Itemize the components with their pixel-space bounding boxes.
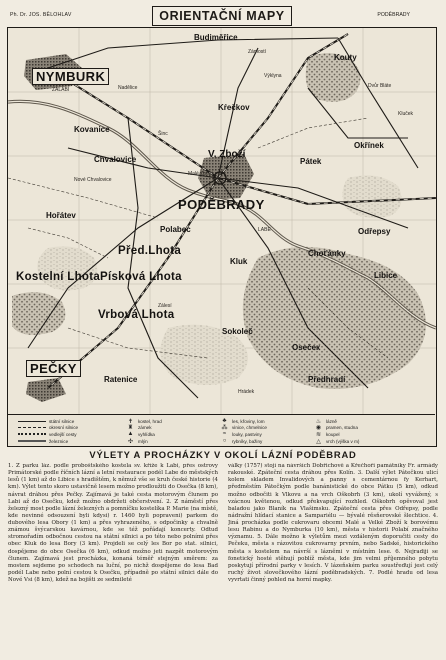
orientation-map [7, 27, 437, 447]
article-column-right: války (1757) stojí na návrších Dobřichově a Křečhoři památníky Fr. armády rakouské. Zpáteční cesta dráhou přes Kolín. 3. Další výlet Pátečkou ulicí kolem skladem Invalidových a panny s cementárnou fy Kerhart, předměstím Pátečkým podle banánistické do obce Pátku (5 km), odkud možno odbočiti k Vlkovu a na vrch Oškobrh (3 km), ukolí vyvážený, s vzácnou květenou, odkud překvapující rozhled. Oškobrh opěvoval jest baladou jako Blaník na Vlašimsku. Zpáteční cesta přes Odřepsy, podle nádražní hlídací stanice a Sampariélu — bývalé rěsňerovské šlechtice. 4. Jiná procházka podle cukrovaru obcemi Malé a Velké Zboží k borovému lesu Rabinu a do Nymburka (10 km), města v historii Polabí značného významu. 5. Dále možno k výletům mezi vzdáleným doporučiti cesty do Pečeku, města s rázovitou cukrovarny prvním, nebo Sadské, historického města s kostelem na návrší s lázněmi v místním lese. 6. Nejradiji se fonetický hosté stěhují poblíž města, kde jim velmi příjemného pobytu poskytují přírodní parky v lesích. V lázeňském parku soustřeďují jest celý ruchý život slovečkového lázní poděbradských. 7. Podlé hradu od lesa vyvrtati činný pohled na horní mapky. [228, 463, 438, 583]
legend-item: železnice [49, 438, 69, 444]
legend-item: vyhlídka [138, 431, 155, 437]
place-zalesi: Zálesí [158, 303, 172, 309]
vineyard-icon: ⁂ [221, 425, 228, 432]
place-sokolec: Sokoleč [222, 327, 253, 336]
castle-icon: ♜ [127, 425, 134, 432]
place-zamosti: Zámostí [248, 49, 267, 55]
legend-column-4 [314, 418, 359, 444]
article-body [6, 463, 440, 655]
place-kostelni-lhota: Kostelní Lhota [16, 271, 101, 283]
forest-icon: ♣ [222, 418, 227, 425]
legend-item: rybníky, bažiny [232, 438, 263, 444]
place-dvur-blate: Dvůr Bláte [368, 83, 392, 89]
place-vyklyna: Výklyna [264, 73, 282, 79]
legend-item: koupel [326, 431, 340, 437]
place-odrepsy: Odřepsy [358, 227, 391, 236]
viewpoint-icon: ▲ [127, 431, 134, 438]
place-horatev: Hořátev [46, 211, 76, 220]
place-ratenice: Ratenice [104, 375, 138, 384]
place-labe: LABE [258, 227, 271, 233]
article-column-left: 1. Z parku láz. podle proboštského kostela sv. kříže k Labi, přes ostrovy Primátorské podle říčních lázní a letní restaurace podél Labe do městských lesů (1 km) až do Libice s hradištěm, k němuž vše se kruh české historie (4 km). Výlet tento skoro ustavičně lesem možno prodloužiti do Osečka (8 km), návrat dráhou přes Pečky. Zajímavá je také cesta motorovým člunem po Labi až do Osečku, kdež možno obdržeti občerstvení. 2. Z náměstí přes železný most podle lázní železných a pomníčku kostelíka P. Marie (na místě, kde nevinné odsouzení byli kdysi) r. 1460 byli popraveni) parkem do dubového lesa Obory (1 km) a přes vyhrazeného, s odpočinky a chvalně známou švýcarskou kavárnou, kde se též pořádají koncerty. Odtud stromořadím odbočnou cestou na státní silnici a po této nebo polními přes obec Kluk do lesa Bory (3 km). Projdeli se celý les Bor po stat. silnici, dospějeme do obce Osečka (6 km), odkud možno jeti nazpět motorovým člunem. Zajímavá jest procházka, konaná téměř stejným směrem: za mostem sejdeme po schodech na luční, po nichž dospějeme do lesa Bad podél Labe nebo polní cestou k Osečku, případně po státní silnici dále do Nové Vsi (8 km), kdež na bojišti ze sedmileté [8, 463, 218, 583]
legend-item: okresní silnice [49, 425, 79, 431]
author-name: Ph. Dr. JOS. BĚLOHLAV [10, 12, 72, 18]
place-chvalovice: Chvalovice [94, 155, 137, 164]
place-kouty: Kouty [334, 53, 357, 62]
place-sinc: Šinc [158, 131, 168, 137]
place-budimerice: Budiměřice [194, 33, 238, 42]
map-title: ORIENTAČNÍ MAPY [152, 6, 292, 26]
article-title: VÝLETY A PROCHÁZKY V OKOLÍ LÁZNÍ PODĚBRAD [89, 449, 357, 460]
place-nymburk: NYMBURK [32, 68, 109, 85]
pond-icon: ○ [222, 438, 227, 445]
legend-item: vedlejší cesty [49, 431, 77, 437]
place-pred-lhota: Před.Lhota [118, 245, 182, 257]
place-hradek: Hrádek [238, 389, 255, 395]
legend-item: vrch (výška v m) [326, 438, 360, 444]
place-chotanky: Choťánky [308, 249, 346, 258]
place-pecky: PEČKY [26, 360, 81, 377]
legend-item: kostel, hrad [138, 418, 162, 424]
legend-item: státní silnice [49, 418, 75, 424]
page [6, 5, 440, 655]
legend-column-3 [220, 418, 267, 444]
meadow-icon: ≈ [222, 431, 227, 438]
place-kluk: Kluk [230, 257, 248, 266]
legend-item: mlýn [138, 438, 148, 444]
map-place-name: PODĚBRADY [377, 12, 410, 18]
place-polabec: Polabec [160, 225, 191, 234]
place-libice: Libice [374, 271, 398, 280]
place-kreckov: Kŕečkov [218, 103, 250, 112]
place-vrbova-lhota: Vrbová Lhota [98, 309, 175, 321]
legend-item: lázně [326, 418, 337, 424]
place-piskova-lhota: Písková Lhota [100, 271, 182, 283]
spa-icon: ♨ [315, 418, 322, 425]
bath-icon: ≋ [315, 431, 322, 438]
place-klucek: Kluček [398, 111, 414, 117]
legend-item: vinice, chmelnice [232, 425, 267, 431]
legend-item: les, křoviny, lom [232, 418, 265, 424]
legend-column-2 [126, 418, 162, 444]
map-header [6, 5, 440, 29]
spring-icon: ◉ [315, 425, 322, 432]
legend-item: pramen, studna [326, 425, 358, 431]
place-podebrady: PODĚBRADY [178, 197, 265, 212]
legend-item: louky, pastviny [232, 431, 262, 437]
place-kovanice: Kovanice [74, 125, 110, 134]
place-predhradi: Předhradí [308, 375, 346, 384]
place-nadelice: Nadělice [118, 85, 138, 91]
church-icon: ✝ [127, 418, 134, 425]
map-legend [8, 414, 435, 446]
legend-item: zámek [138, 425, 152, 431]
place-nove-chvalovice: Nové Chvalovice [74, 177, 112, 183]
place-male-zbozi: Malé Zboží [188, 171, 213, 177]
legend-column-1 [18, 418, 78, 444]
place-patek: Pátek [300, 157, 322, 166]
mill-icon: ✣ [127, 438, 134, 445]
place-okrinek: Okřínek [354, 141, 384, 150]
place-velke-zbozi: V. Zboží [208, 149, 246, 160]
place-osecek: Osečeк [292, 343, 321, 352]
hill-icon: △ [316, 438, 321, 445]
place-zalabi: ZÁLABÍ [52, 87, 70, 93]
